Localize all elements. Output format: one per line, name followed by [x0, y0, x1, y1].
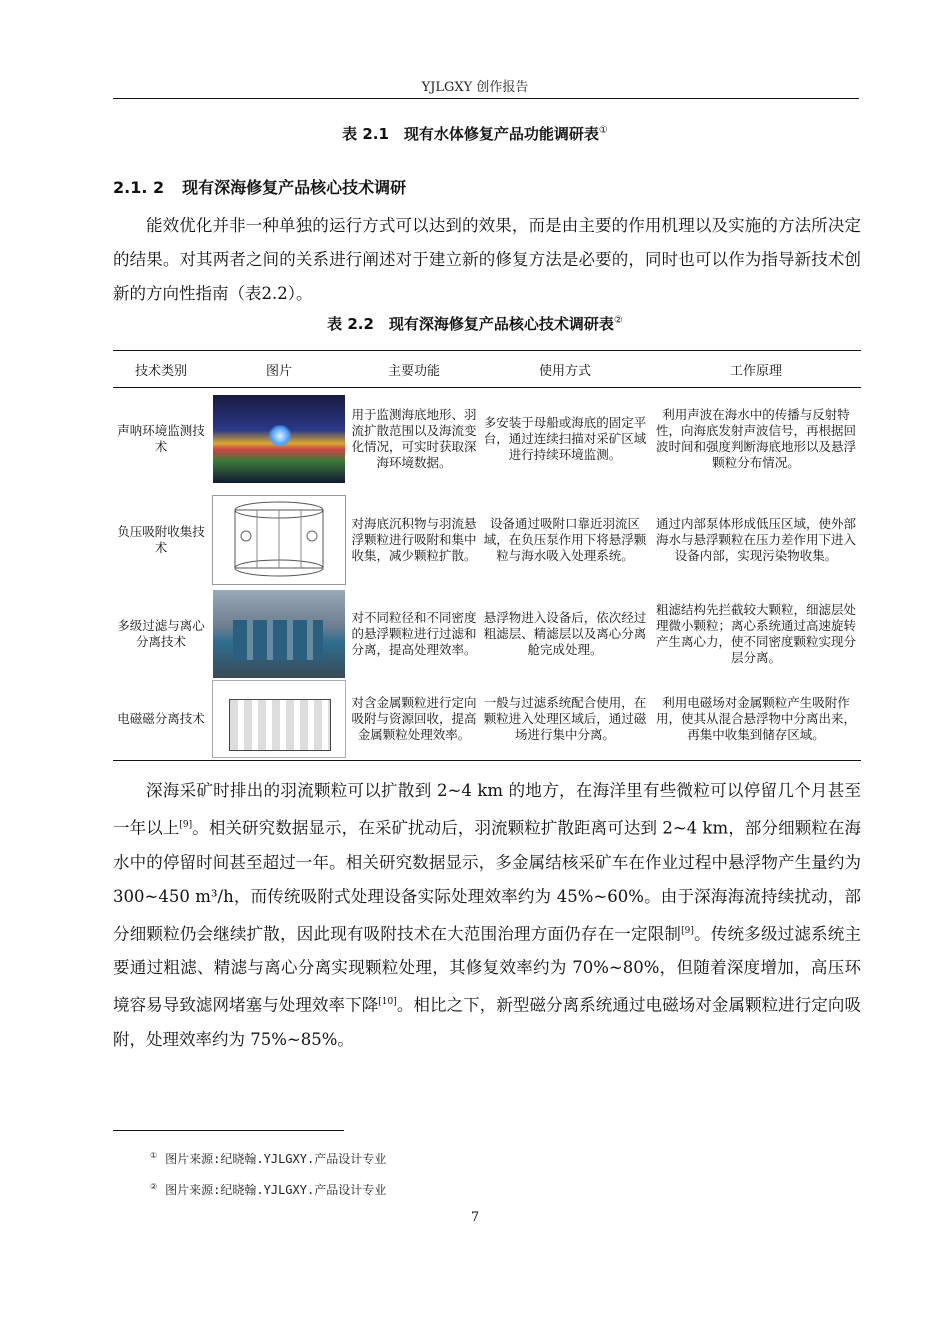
- caption-text: 表 2.1 现有水体修复产品功能调研表: [342, 125, 599, 143]
- header-cell: 使用方式: [479, 351, 651, 388]
- filtration-photo: [213, 590, 345, 678]
- usage-cell: 悬浮物进入设备后，依次经过粗滤层、精滤层以及离心分离舱完成处理。: [483, 610, 647, 657]
- section-heading: [113, 175, 406, 198]
- image-cell: [209, 489, 349, 590]
- table-row: [113, 388, 861, 490]
- header-rule: [113, 98, 859, 99]
- citation[interactable]: [9]: [681, 925, 694, 936]
- section-number: 2.1. 2: [113, 178, 165, 197]
- footnote: [150, 1181, 386, 1198]
- category-cell: 声呐环境监测技术: [117, 422, 205, 454]
- table-row: [113, 678, 861, 761]
- category-cell: 多级过滤与离心分离技术: [117, 618, 205, 649]
- body-text-part: 深海采矿时排出的羽流颗粒可以扩散到 2~4 km 的地方，在海洋里有些微粒可以停留几个月甚至一年以上: [113, 781, 861, 838]
- citation[interactable]: [9]: [179, 820, 193, 830]
- suction-diagram: [212, 495, 346, 585]
- body-paragraph: [113, 774, 861, 1057]
- footnote-rule: [113, 1130, 344, 1131]
- function-cell: 对不同粒径和不同密度的悬浮颗粒进行过滤和分离，提高处理效率。: [351, 610, 477, 657]
- image-cell: [209, 678, 349, 761]
- footnote: [150, 1150, 386, 1167]
- tech-table: [113, 350, 861, 761]
- section-title: 现有深海修复产品核心技术调研: [182, 178, 407, 197]
- category-cell: 负压吸附收集技术: [117, 523, 205, 555]
- principle-cell: 利用电磁场对金属颗粒产生吸附作用，使其从混合悬浮物中分离出来，再集中收集到储存区域。: [655, 695, 856, 742]
- header-cell: 图片: [209, 351, 349, 388]
- footnote-text: 图片来源:纪晓翰.YJLGXY.产品设计专业: [165, 1152, 387, 1166]
- footnote-mark: ①: [150, 1151, 158, 1160]
- body-text: [113, 774, 861, 1057]
- table-header-row: [113, 351, 861, 388]
- page-number: 7: [470, 1210, 480, 1225]
- table-2-1-caption: [0, 123, 950, 144]
- caption-text: 表 2.2 现有深海修复产品核心技术调研表: [327, 315, 614, 333]
- citation[interactable]: [10]: [378, 997, 397, 1007]
- body-text-part: 。相关研究数据显示，在采矿扰动后，羽流颗粒扩散距离可达到 2~4 km，部分细颗粒在海水中的停留时间甚至超过一年。相关研究数据显示，多金属结核采矿车在作业过程中悬浮物产生量约为 300~450 m³/h，而传统吸附式处理设备实际处理效率约为 45%~60%。由于深海海流持续扰动，部分细颗粒仍会继续扩散，因此现有吸附技术在大范围治理方面仍存在一定限制: [113, 818, 861, 943]
- sonar-image: [213, 395, 345, 483]
- body-text-part: 。相比之下，新型磁分离系统通过电磁场对金属颗粒进行定向吸附，处理效率约为 75%~85%。: [113, 995, 862, 1049]
- table-row: [113, 489, 861, 590]
- usage-cell: 多安装于母船或海底的固定平台，通过连续扫描对采矿区域进行持续环境监测。: [483, 414, 647, 462]
- function-cell: 用于监测海底地形、羽流扩散范围以及海流变化情况，可实时获取深海环境数据。: [351, 406, 477, 470]
- usage-cell: 设备通过吸附口靠近羽流区域，在负压泵作用下将悬浮颗粒与海水吸入处理系统。: [483, 515, 647, 563]
- usage-cell: 一般与过滤系统配合使用，在颗粒进入处理区域后，通过磁场进行集中分离。: [483, 695, 647, 742]
- principle-cell: 粗滤结构先拦截较大颗粒，细滤层处理微小颗粒；离心系统通过高速旋转产生离心力，使不同密度颗粒实现分层分离。: [655, 602, 856, 665]
- header-cell: 技术类别: [113, 351, 209, 388]
- running-header: YJLGXY 创作报告: [421, 80, 529, 95]
- function-cell: 对海底沉积物与羽流悬浮颗粒进行吸附和集中收集，减少颗粒扩散。: [351, 515, 477, 563]
- image-cell: [209, 388, 349, 490]
- body-text-part: 。传统多级过滤系统主要通过粗滤、精滤与离心分离实现颗粒处理，其修复效率约为 70%~80%，但随着深度增加，高压环境容易导致滤网堵塞与处理效率下降: [113, 924, 862, 1015]
- magnetic-diagram: [212, 680, 346, 758]
- principle-cell: 通过内部泵体形成低压区域，使外部海水与悬浮颗粒在压力差作用下进入设备内部，实现污染物收集。: [655, 515, 856, 563]
- category-cell: 电磁磁分离技术: [117, 711, 205, 726]
- function-cell: 对含金属颗粒进行定向吸附与资源回收，提高金属颗粒处理效率。: [351, 695, 477, 742]
- principle-cell: 利用声波在海水中的传播与反射特性，向海底发射声波信号，再根据回波时间和强度判断海底地形以及悬浮颗粒分布情况。: [655, 406, 856, 470]
- table-2-2-caption: [0, 313, 950, 334]
- header-cell: 主要功能: [349, 351, 479, 388]
- intro-paragraph: [113, 209, 861, 311]
- footnote-text: 图片来源:纪晓翰.YJLGXY.产品设计专业: [165, 1183, 387, 1197]
- caption-note: ②: [613, 315, 623, 326]
- image-cell: [209, 590, 349, 678]
- caption-note: ①: [598, 125, 608, 136]
- footnote-mark: ②: [150, 1182, 158, 1191]
- table-row: [113, 590, 861, 678]
- header-cell: 工作原理: [651, 351, 861, 388]
- intro-text: 能效优化并非一种单独的运行方式可以达到的效果，而是由主要的作用机理以及实施的方法所决定的结果。对其两者之间的关系进行阐述对于建立新的修复方法是必要的，同时也可以作为指导新技术创新的方向性指南（表2.2）。: [113, 216, 861, 303]
